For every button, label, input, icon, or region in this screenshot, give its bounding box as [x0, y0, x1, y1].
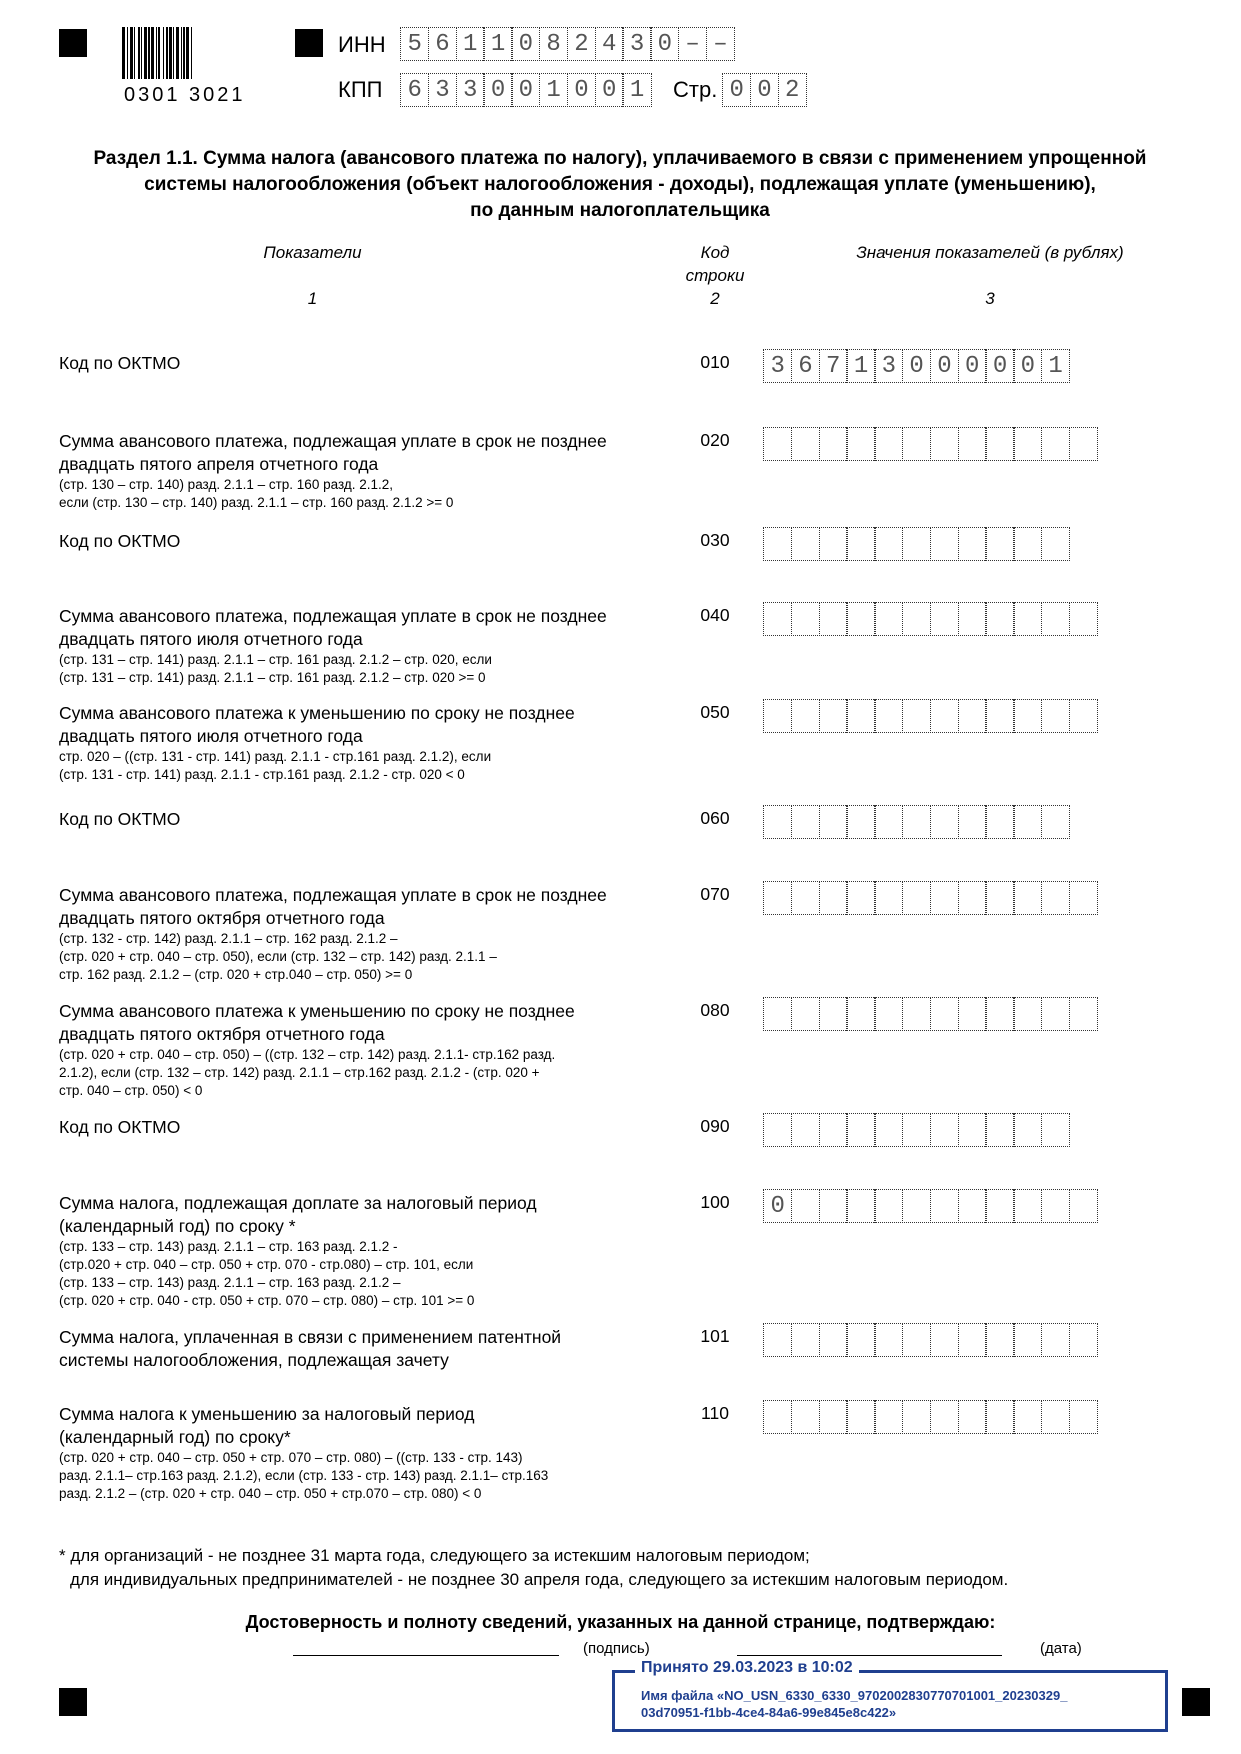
- row-description-line: Сумма авансового платежа, подлежащая уплате в срок не позднее: [59, 885, 607, 905]
- stamp-file-line2: 03d70951-f1bb-4ce4-84a6-99e845e8c422»: [641, 1705, 897, 1720]
- row-050-code: 050: [700, 702, 730, 722]
- row-090-value-cell[interactable]: [791, 1113, 820, 1147]
- row-020-value-cell[interactable]: [958, 427, 987, 461]
- row-100-description: [59, 1192, 669, 1310]
- row-100-value-cell[interactable]: [1069, 1189, 1098, 1223]
- col-indicators-header: Показатели: [263, 243, 362, 262]
- row-070-value-cell[interactable]: [874, 881, 903, 915]
- corner-marker-bottom-left: [59, 1688, 87, 1716]
- row-050-value-cell[interactable]: [846, 699, 875, 733]
- row-formula-line: разд. 2.1.2 – (стр. 020 + стр. 040 – стр. 050 + стр.070 – стр. 080) < 0: [59, 1486, 482, 1501]
- row-030-value-cell[interactable]: [1041, 527, 1070, 561]
- row-010-value-cell[interactable]: 0: [985, 349, 1014, 383]
- row-090-value-cells: [763, 1113, 1069, 1149]
- row-080-value-cell[interactable]: [846, 997, 875, 1031]
- stamp-title: Принято 29.03.2023 в 10:02: [635, 1659, 859, 1677]
- footnote-line1: * для организаций - не позднее 31 марта года, следующего за истекшим налоговым периодом;: [59, 1546, 810, 1565]
- row-formula-line: (стр. 131 – стр. 141) разд. 2.1.1 – стр. 161 разд. 2.1.2 – стр. 020, если: [59, 652, 492, 667]
- row-010-value-cell[interactable]: 0: [958, 349, 987, 383]
- row-110-value-cell[interactable]: [846, 1400, 875, 1434]
- row-080-value-cell[interactable]: [985, 997, 1014, 1031]
- row-101-value-cells: [763, 1323, 1097, 1359]
- row-description-line: Код по ОКТМО: [59, 353, 181, 373]
- row-030-value-cell[interactable]: [930, 527, 959, 561]
- row-formula-line: (стр. 020 + стр. 040 – стр. 050), если (стр. 132 – стр. 142) разд. 2.1.1 –: [59, 949, 497, 964]
- row-description-line: Сумма авансового платежа, подлежащая уплате в срок не позднее: [59, 606, 607, 626]
- row-030-value-cell[interactable]: [985, 527, 1014, 561]
- row-050-value-cell[interactable]: [958, 699, 987, 733]
- row-110-value-cell[interactable]: [1069, 1400, 1098, 1434]
- row-040-value-cell[interactable]: [1013, 602, 1042, 636]
- row-020-value-cell[interactable]: [763, 427, 792, 461]
- row-040-value-cells: [763, 602, 1097, 638]
- inn-cell[interactable]: 5: [400, 27, 429, 61]
- kpp-cell[interactable]: 0: [567, 73, 596, 107]
- row-040-description: [59, 605, 669, 687]
- row-040-value-cell[interactable]: [791, 602, 820, 636]
- row-080-value-cell[interactable]: [874, 997, 903, 1031]
- row-010-value-cell[interactable]: 1: [1041, 349, 1070, 383]
- row-100-value-cell[interactable]: [846, 1189, 875, 1223]
- inn-cell[interactable]: 1: [483, 27, 512, 61]
- row-010-value-cell[interactable]: 7: [819, 349, 848, 383]
- row-040-code: 040: [700, 605, 730, 625]
- row-020-value-cell[interactable]: [874, 427, 903, 461]
- row-090-value-cell[interactable]: [819, 1113, 848, 1147]
- row-101-value-cell[interactable]: [1041, 1323, 1070, 1357]
- corner-marker-top-left: [59, 29, 87, 57]
- row-050-value-cell[interactable]: [930, 699, 959, 733]
- row-100-value-cell[interactable]: [902, 1189, 931, 1223]
- row-description-line: Код по ОКТМО: [59, 809, 181, 829]
- row-020-value-cell[interactable]: [846, 427, 875, 461]
- row-description-line: двадцать пятого июля отчетного года: [59, 726, 363, 746]
- row-description-line: Сумма авансового платежа, подлежащая уплате в срок не позднее: [59, 431, 607, 451]
- row-040-value-cell[interactable]: [902, 602, 931, 636]
- row-070-value-cells: [763, 881, 1097, 917]
- row-description-line: Сумма авансового платежа к уменьшению по сроку не позднее: [59, 703, 575, 723]
- row-formula-line: стр. 162 разд. 2.1.2 – (стр. 020 + стр.040 – стр. 050) >= 0: [59, 967, 413, 982]
- inn-cell[interactable]: 1: [456, 27, 485, 61]
- inn-cell[interactable]: 0: [511, 27, 540, 61]
- kpp-label: КПП: [338, 77, 383, 102]
- row-030-description: [59, 530, 669, 553]
- row-050-value-cell[interactable]: [1069, 699, 1098, 733]
- row-010-value-cell[interactable]: 0: [1013, 349, 1042, 383]
- row-090-description: [59, 1116, 669, 1139]
- row-060-value-cell[interactable]: [930, 805, 959, 839]
- inn-cell[interactable]: 2: [567, 27, 596, 61]
- barcode-number: 0301 3021: [124, 84, 246, 106]
- section-title-line2: системы налогообложения (объект налогообложения - доходы), подлежащая уплате (уменьшению),: [144, 174, 1096, 195]
- row-080-value-cell[interactable]: [1041, 997, 1070, 1031]
- row-110-code: 110: [701, 1403, 729, 1423]
- row-101-description: [59, 1326, 669, 1372]
- kpp-cells: [400, 73, 650, 109]
- row-090-value-cell[interactable]: [763, 1113, 792, 1147]
- kpp-cell[interactable]: 3: [428, 73, 457, 107]
- row-070-value-cell[interactable]: [1041, 881, 1070, 915]
- row-060-value-cell[interactable]: [819, 805, 848, 839]
- row-description-line: Сумма авансового платежа к уменьшению по сроку не позднее: [59, 1001, 575, 1021]
- kpp-cell[interactable]: 0: [483, 73, 512, 107]
- row-030-value-cell[interactable]: [791, 527, 820, 561]
- row-070-value-cell[interactable]: [902, 881, 931, 915]
- row-070-value-cell[interactable]: [958, 881, 987, 915]
- inn-cell[interactable]: 8: [539, 27, 568, 61]
- page-cells: [722, 73, 805, 109]
- row-formula-line: если (стр. 130 – стр. 140) разд. 2.1.1 – стр. 160 разд. 2.1.2 >= 0: [59, 495, 454, 510]
- row-050-value-cell[interactable]: [985, 699, 1014, 733]
- row-110-value-cell[interactable]: [930, 1400, 959, 1434]
- col-code-header-line2: строки: [685, 266, 745, 285]
- row-030-code: 030: [700, 530, 730, 550]
- row-040-value-cell[interactable]: [930, 602, 959, 636]
- row-060-value-cell[interactable]: [958, 805, 987, 839]
- row-110-value-cell[interactable]: [763, 1400, 792, 1434]
- row-060-value-cell[interactable]: [902, 805, 931, 839]
- row-090-value-cell[interactable]: [874, 1113, 903, 1147]
- row-080-value-cells: [763, 997, 1097, 1033]
- row-060-value-cell[interactable]: [874, 805, 903, 839]
- row-030-value-cell[interactable]: [902, 527, 931, 561]
- row-090-value-cell[interactable]: [958, 1113, 987, 1147]
- row-080-value-cell[interactable]: [1013, 997, 1042, 1031]
- row-070-value-cell[interactable]: [1013, 881, 1042, 915]
- row-020-value-cell[interactable]: [819, 427, 848, 461]
- row-040-value-cell[interactable]: [1041, 602, 1070, 636]
- row-formula-line: (стр. 131 – стр. 141) разд. 2.1.1 – стр. 161 разд. 2.1.2 – стр. 020 >= 0: [59, 670, 486, 685]
- row-description-line: системы налогообложения, подлежащая зачету: [59, 1350, 449, 1370]
- kpp-cell[interactable]: 1: [539, 73, 568, 107]
- row-020-description: [59, 430, 669, 512]
- row-formula-line: стр. 020 – ((стр. 131 - стр. 141) разд. 2.1.1 - стр.161 разд. 2.1.2), если: [59, 749, 492, 764]
- row-030-value-cell[interactable]: [958, 527, 987, 561]
- corner-marker-top-inn: [295, 29, 323, 57]
- row-description-line: Код по ОКТМО: [59, 1117, 181, 1137]
- row-formula-line: (стр. 133 – стр. 143) разд. 2.1.1 – стр. 163 разд. 2.1.2 –: [59, 1275, 401, 1290]
- row-040-value-cell[interactable]: [1069, 602, 1098, 636]
- row-formula-line: (стр. 020 + стр. 040 - стр. 050 + стр. 070 – стр. 080) – стр. 101 >= 0: [59, 1293, 475, 1308]
- row-040-value-cell[interactable]: [874, 602, 903, 636]
- row-description-line: Сумма налога к уменьшению за налоговый период: [59, 1404, 475, 1424]
- row-100-value-cell[interactable]: 0: [763, 1189, 792, 1223]
- row-formula-line: (стр.020 + стр. 040 – стр. 050 + стр. 070 - стр.080) – стр. 101, если: [59, 1257, 474, 1272]
- row-080-value-cell[interactable]: [958, 997, 987, 1031]
- row-060-value-cell[interactable]: [791, 805, 820, 839]
- row-090-value-cell[interactable]: [1013, 1113, 1042, 1147]
- inn-cell[interactable]: 0: [650, 27, 679, 61]
- inn-cell[interactable]: 4: [595, 27, 624, 61]
- kpp-cell[interactable]: 3: [456, 73, 485, 107]
- row-010-value-cell[interactable]: 3: [874, 349, 903, 383]
- date-line[interactable]: [737, 1655, 1002, 1656]
- row-101-value-cell[interactable]: [1069, 1323, 1098, 1357]
- footnote-line2: для индивидуальных предпринимателей - не позднее 30 апреля года, следующего за истекшим налоговым периодом.: [70, 1570, 1009, 1589]
- row-070-value-cell[interactable]: [930, 881, 959, 915]
- barcode: [122, 27, 258, 79]
- row-formula-line: разд. 2.1.1– стр.163 разд. 2.1.2), если (стр. 133 - стр. 143) разд. 2.1.1– стр.163: [59, 1468, 549, 1483]
- row-100-value-cell[interactable]: [1041, 1189, 1070, 1223]
- signature-line[interactable]: [293, 1655, 559, 1656]
- inn-cell[interactable]: 6: [428, 27, 457, 61]
- row-100-code: 100: [700, 1192, 730, 1212]
- row-100-value-cell[interactable]: [874, 1189, 903, 1223]
- row-010-code: 010: [700, 352, 730, 372]
- row-090-value-cell[interactable]: [930, 1113, 959, 1147]
- row-080-value-cell[interactable]: [819, 997, 848, 1031]
- section-title-line3: по данным налогоплательщика: [470, 200, 770, 221]
- row-020-value-cell[interactable]: [930, 427, 959, 461]
- inn-cell[interactable]: –: [706, 27, 735, 61]
- row-060-value-cell[interactable]: [985, 805, 1014, 839]
- row-100-value-cells: [763, 1189, 1097, 1225]
- row-description-line: Сумма налога, подлежащая доплате за налоговый период: [59, 1193, 537, 1213]
- row-060-value-cells: [763, 805, 1069, 841]
- row-050-description: [59, 702, 669, 784]
- section-title-line1: Раздел 1.1. Сумма налога (авансового платежа по налогу), уплачиваемого в связи с применением упрощенной: [93, 148, 1147, 169]
- row-030-value-cell[interactable]: [874, 527, 903, 561]
- row-050-value-cell[interactable]: [791, 699, 820, 733]
- row-020-value-cells: [763, 427, 1097, 463]
- row-110-value-cell[interactable]: [819, 1400, 848, 1434]
- row-040-value-cell[interactable]: [763, 602, 792, 636]
- row-020-value-cell[interactable]: [985, 427, 1014, 461]
- row-060-value-cell[interactable]: [1041, 805, 1070, 839]
- page-cell[interactable]: 0: [750, 73, 779, 107]
- row-101-value-cell[interactable]: [930, 1323, 959, 1357]
- row-040-value-cell[interactable]: [985, 602, 1014, 636]
- row-040-value-cell[interactable]: [958, 602, 987, 636]
- row-050-value-cell[interactable]: [874, 699, 903, 733]
- row-060-value-cell[interactable]: [763, 805, 792, 839]
- row-110-value-cell[interactable]: [902, 1400, 931, 1434]
- row-020-value-cell[interactable]: [791, 427, 820, 461]
- col-code-number: 2: [710, 289, 720, 308]
- row-100-value-cell[interactable]: [958, 1189, 987, 1223]
- row-formula-line: 2.1.2), если (стр. 132 – стр. 142) разд. 2.1.1 – стр.162 разд. 2.1.2 - (стр. 020 +: [59, 1065, 540, 1080]
- row-060-value-cell[interactable]: [1013, 805, 1042, 839]
- inn-label: ИНН: [338, 32, 386, 57]
- col-values-header: Значения показателей (в рублях): [856, 243, 1124, 262]
- stamp-file-line1: Имя файла «NO_USN_6330_6330_9702002830770701001_20230329_: [641, 1688, 1068, 1703]
- row-description-line: (календарный год) по сроку *: [59, 1216, 296, 1236]
- row-010-value-cells: [763, 349, 1069, 385]
- row-080-value-cell[interactable]: [902, 997, 931, 1031]
- row-110-value-cell[interactable]: [791, 1400, 820, 1434]
- row-050-value-cell[interactable]: [1013, 699, 1042, 733]
- row-080-value-cell[interactable]: [763, 997, 792, 1031]
- row-110-value-cells: [763, 1400, 1097, 1436]
- row-020-value-cell[interactable]: [902, 427, 931, 461]
- row-101-value-cell[interactable]: [846, 1323, 875, 1357]
- row-110-value-cell[interactable]: [985, 1400, 1014, 1434]
- row-070-value-cell[interactable]: [985, 881, 1014, 915]
- row-100-value-cell[interactable]: [985, 1189, 1014, 1223]
- row-080-value-cell[interactable]: [791, 997, 820, 1031]
- row-050-value-cell[interactable]: [763, 699, 792, 733]
- row-100-value-cell[interactable]: [819, 1189, 848, 1223]
- row-formula-line: стр. 040 – стр. 050) < 0: [59, 1083, 203, 1098]
- row-formula-line: (стр. 130 – стр. 140) разд. 2.1.1 – стр. 160 разд. 2.1.2,: [59, 477, 393, 492]
- inn-cell[interactable]: –: [678, 27, 707, 61]
- row-040-value-cell[interactable]: [819, 602, 848, 636]
- row-020-value-cell[interactable]: [1013, 427, 1042, 461]
- confirmation-text: Достоверность и полноту сведений, указанных на данной странице, подтверждаю:: [245, 1612, 996, 1632]
- row-description-line: Код по ОКТМО: [59, 531, 181, 551]
- row-040-value-cell[interactable]: [846, 602, 875, 636]
- row-080-code: 080: [700, 1000, 730, 1020]
- row-110-value-cell[interactable]: [874, 1400, 903, 1434]
- row-formula-line: (стр. 132 - стр. 142) разд. 2.1.1 – стр. 162 разд. 2.1.2 –: [59, 931, 398, 946]
- row-110-value-cell[interactable]: [958, 1400, 987, 1434]
- row-020-value-cell[interactable]: [1069, 427, 1098, 461]
- row-080-value-cell[interactable]: [1069, 997, 1098, 1031]
- row-101-code: 101: [700, 1326, 730, 1346]
- row-090-value-cell[interactable]: [1041, 1113, 1070, 1147]
- row-070-code: 070: [700, 884, 730, 904]
- row-101-value-cell[interactable]: [1013, 1323, 1042, 1357]
- row-110-value-cell[interactable]: [1013, 1400, 1042, 1434]
- row-100-value-cell[interactable]: [1013, 1189, 1042, 1223]
- row-101-value-cell[interactable]: [819, 1323, 848, 1357]
- row-010-value-cell[interactable]: 3: [763, 349, 792, 383]
- row-101-value-cell[interactable]: [791, 1323, 820, 1357]
- row-description-line: двадцать пятого июля отчетного года: [59, 629, 363, 649]
- row-050-value-cells: [763, 699, 1097, 735]
- row-description-line: двадцать пятого октября отчетного года: [59, 1024, 385, 1044]
- row-070-value-cell[interactable]: [1069, 881, 1098, 915]
- page-cell[interactable]: 2: [778, 73, 807, 107]
- col-indicators-number: 1: [307, 289, 318, 308]
- row-080-description: [59, 1000, 669, 1100]
- stamp-file-name: [641, 1687, 1067, 1721]
- row-formula-line: (стр. 131 - стр. 141) разд. 2.1.1 - стр.161 разд. 2.1.2 - стр. 020 < 0: [59, 767, 465, 782]
- kpp-cell[interactable]: 1: [622, 73, 651, 107]
- row-070-value-cell[interactable]: [819, 881, 848, 915]
- row-101-value-cell[interactable]: [985, 1323, 1014, 1357]
- row-020-value-cell[interactable]: [1041, 427, 1070, 461]
- row-070-value-cell[interactable]: [846, 881, 875, 915]
- kpp-cell[interactable]: 0: [511, 73, 540, 107]
- date-label: (дата): [1040, 1640, 1082, 1657]
- row-070-value-cell[interactable]: [791, 881, 820, 915]
- row-description-line: двадцать пятого октября отчетного года: [59, 908, 385, 928]
- row-030-value-cell[interactable]: [763, 527, 792, 561]
- row-110-value-cell[interactable]: [1041, 1400, 1070, 1434]
- row-090-value-cell[interactable]: [985, 1113, 1014, 1147]
- row-010-value-cell[interactable]: 0: [930, 349, 959, 383]
- row-010-value-cell[interactable]: 0: [902, 349, 931, 383]
- section-title: [40, 146, 1200, 224]
- row-formula-line: (стр. 020 + стр. 040 – стр. 050) – ((стр. 132 – стр. 142) разд. 2.1.1- стр.162 разд.: [59, 1047, 556, 1062]
- col-code-header-line1: Код: [700, 243, 730, 262]
- row-formula-line: (стр. 133 – стр. 143) разд. 2.1.1 – стр. 163 разд. 2.1.2 -: [59, 1239, 398, 1254]
- row-101-value-cell[interactable]: [958, 1323, 987, 1357]
- corner-marker-bottom-right: [1182, 1688, 1210, 1716]
- row-formula-line: (стр. 020 + стр. 040 – стр. 050 + стр. 070 – стр. 080) – ((стр. 133 - стр. 143): [59, 1450, 523, 1465]
- row-010-value-cell[interactable]: 1: [846, 349, 875, 383]
- row-060-code: 060: [700, 808, 730, 828]
- row-020-code: 020: [700, 430, 730, 450]
- row-050-value-cell[interactable]: [819, 699, 848, 733]
- row-090-value-cell[interactable]: [902, 1113, 931, 1147]
- row-070-value-cell[interactable]: [763, 881, 792, 915]
- row-030-value-cell[interactable]: [819, 527, 848, 561]
- row-090-value-cell[interactable]: [846, 1113, 875, 1147]
- inn-cell[interactable]: 3: [622, 27, 651, 61]
- row-description-line: Сумма налога, уплаченная в связи с применением патентной: [59, 1327, 562, 1347]
- row-101-value-cell[interactable]: [763, 1323, 792, 1357]
- row-050-value-cell[interactable]: [902, 699, 931, 733]
- row-030-value-cells: [763, 527, 1069, 563]
- row-description-line: двадцать пятого апреля отчетного года: [59, 454, 379, 474]
- inn-cells: [400, 27, 734, 63]
- row-100-value-cell[interactable]: [791, 1189, 820, 1223]
- row-070-description: [59, 884, 669, 984]
- row-060-value-cell[interactable]: [846, 805, 875, 839]
- row-110-description: [59, 1403, 669, 1503]
- page-cell[interactable]: 0: [722, 73, 751, 107]
- col-values-number: 3: [985, 289, 995, 308]
- row-010-description: [59, 352, 669, 375]
- row-060-description: [59, 808, 669, 831]
- page-label: Стр.: [673, 77, 718, 102]
- signature-label: (подпись): [583, 1640, 650, 1657]
- row-090-code: 090: [700, 1116, 730, 1136]
- row-010-value-cell[interactable]: 6: [791, 349, 820, 383]
- kpp-cell[interactable]: 0: [595, 73, 624, 107]
- acceptance-stamp: [612, 1659, 1168, 1732]
- row-080-value-cell[interactable]: [930, 997, 959, 1031]
- kpp-cell[interactable]: 6: [400, 73, 429, 107]
- row-100-value-cell[interactable]: [930, 1189, 959, 1223]
- row-101-value-cell[interactable]: [874, 1323, 903, 1357]
- row-030-value-cell[interactable]: [846, 527, 875, 561]
- row-030-value-cell[interactable]: [1013, 527, 1042, 561]
- row-101-value-cell[interactable]: [902, 1323, 931, 1357]
- row-050-value-cell[interactable]: [1041, 699, 1070, 733]
- row-description-line: (календарный год) по сроку*: [59, 1427, 291, 1447]
